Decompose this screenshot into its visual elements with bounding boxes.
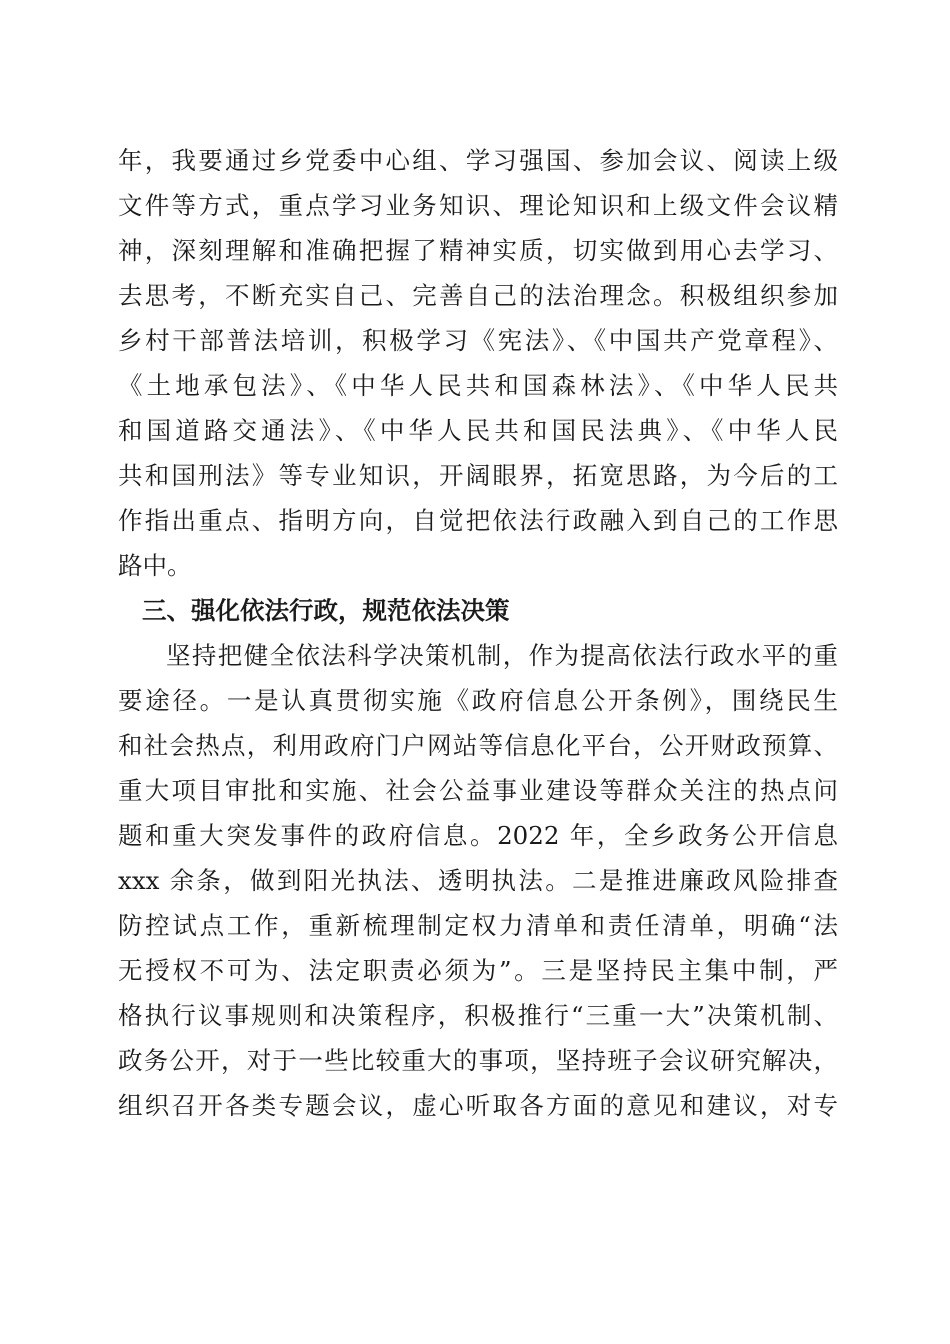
paragraph-line: 共和国刑法》等专业知识，开阔眼界，拓宽思路，为今后的工	[118, 461, 838, 490]
paragraph-line: 文件等方式，重点学习业务知识、理论知识和上级文件会议精	[118, 191, 838, 220]
section-heading: 三、强化依法行政，规范依法决策	[142, 596, 510, 625]
paragraph-line: 去思考，不断充实自己、完善自己的法治理念。积极组织参加	[118, 281, 838, 310]
paragraph-line: 年，我要通过乡党委中心组、学习强国、参加会议、阅读上级	[118, 146, 838, 175]
paragraph-line: 作指出重点、指明方向，自觉把依法行政融入到自己的工作思	[118, 506, 838, 535]
paragraph-2	[118, 633, 838, 1128]
paragraph-line: 和社会热点，利用政府门户网站等信息化平台，公开财政预算、	[118, 731, 838, 760]
paragraph-line: 路中。	[118, 551, 192, 580]
paragraph-line: 防控试点工作，重新梳理制定权力清单和责任清单，明确“法	[118, 911, 838, 940]
paragraph-line: 题和重大突发事件的政府信息。2022 年，全乡政务公开信息	[118, 821, 838, 850]
paragraph-line: 《土地承包法》、《中华人民共和国森林法》、《中华人民共	[118, 371, 838, 400]
paragraph-line: 乡村干部普法培训，积极学习《宪法》、《中国共产党章程》、	[118, 326, 838, 355]
paragraph-line: 坚持把健全依法科学决策机制，作为提高依法行政水平的重	[166, 641, 838, 670]
paragraph-line: 要途径。一是认真贯彻实施《政府信息公开条例》，围绕民生	[118, 686, 838, 715]
paragraph-1	[118, 138, 838, 588]
paragraph-line: 政务公开，对于一些比较重大的事项，坚持班子会议研究解决，	[118, 1046, 838, 1075]
paragraph-line: 重大项目审批和实施、社会公益事业建设等群众关注的热点问	[118, 776, 838, 805]
paragraph-line: 和国道路交通法》、《中华人民共和国民法典》、《中华人民	[118, 416, 838, 445]
paragraph-line: 格执行议事规则和决策程序，积极推行“三重一大”决策机制、	[118, 1001, 838, 1030]
paragraph-line: xxx 余条，做到阳光执法、透明执法。二是推进廉政风险排查	[118, 866, 838, 895]
paragraph-line: 组织召开各类专题会议，虚心听取各方面的意见和建议，对专	[118, 1091, 838, 1120]
paragraph-line: 无授权不可为、法定职责必须为”。三是坚持民主集中制，严	[118, 956, 838, 985]
paragraph-line: 神，深刻理解和准确把握了精神实质，切实做到用心去学习、	[118, 236, 838, 265]
document-body	[118, 138, 838, 1128]
